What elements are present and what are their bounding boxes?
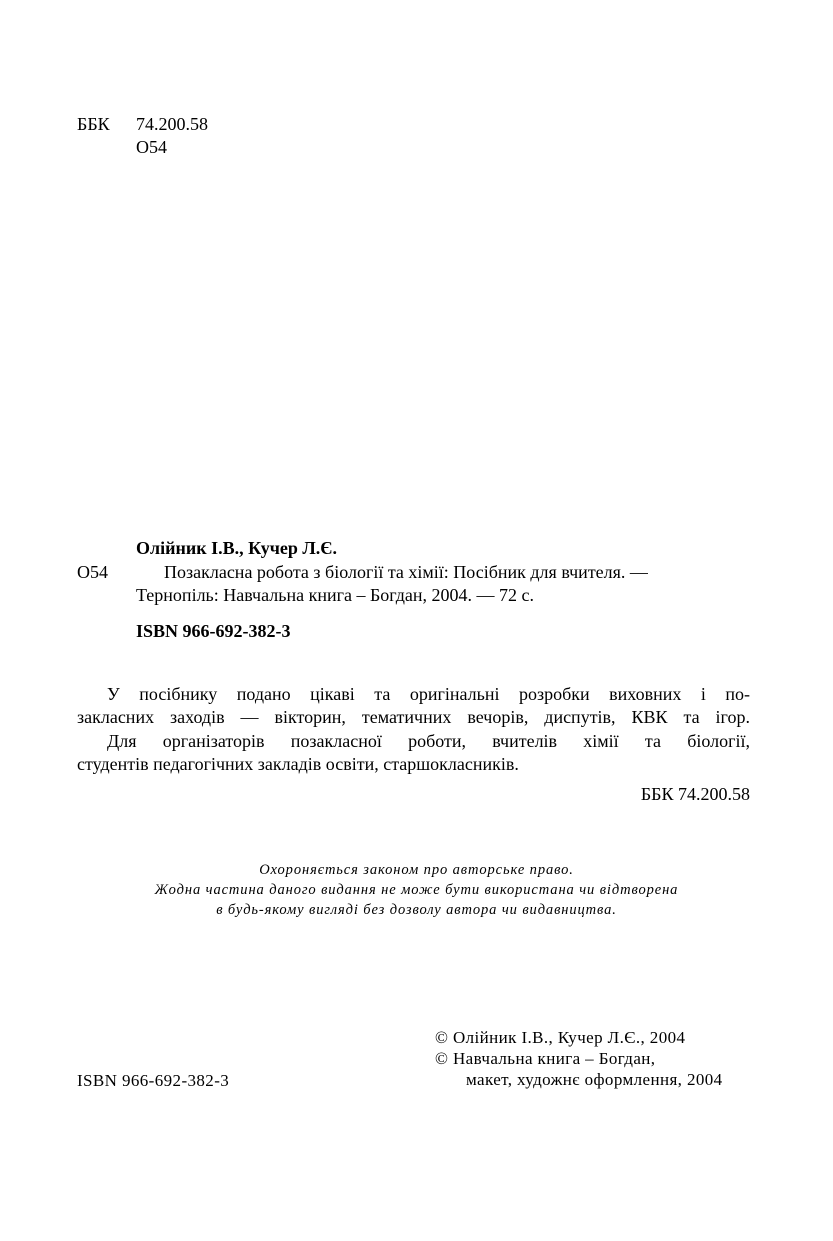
record-publication-line: Тернопіль: Навчальна книга – Богдан, 2004. — 72 с. (136, 585, 535, 605)
copyright-notice-line: Охороняється законом про авторське право. (259, 862, 574, 878)
annotation-bbk: ББК 74.200.58 (640, 784, 750, 804)
record-isbn: ISBN 966-692-382-3 (136, 621, 291, 641)
footer-isbn: ISBN 966-692-382-3 (77, 1071, 230, 1090)
copyright-authors: © Олійник І.В., Кучер Л.Є., 2004 (435, 1028, 686, 1047)
annotation-line: У посібнику подано цікаві та оригінальні розробки виховних і по- (107, 684, 750, 704)
record-cutter: О54 (77, 562, 108, 582)
copyright-publisher: © Навчальна книга – Богдан, (435, 1049, 656, 1068)
cutter-code: О54 (136, 137, 167, 157)
record-authors: Олійник І.В., Кучер Л.Є. (136, 538, 337, 558)
bbk-code: 74.200.58 (136, 114, 208, 134)
annotation-line: Для організаторів позакласної роботи, вчителів хімії та біології, (107, 731, 750, 751)
record-title-line: Позакласна робота з біології та хімії: Посібник для вчителя. — (164, 562, 648, 582)
annotation-line: студентів педагогічних закладів освіти, старшокласників. (77, 754, 519, 774)
bbk-label: ББК (77, 114, 110, 134)
copyright-design: макет, художнє оформлення, 2004 (466, 1070, 723, 1089)
copyright-notice-line: в будь-якому вигляді без дозволу автора чи видавництва. (216, 902, 617, 918)
copyright-notice-line: Жодна частина даного видання не може бути використана чи відтворена (154, 882, 679, 898)
annotation-line: закласних заходів — вікторин, тематичних вечорів, диспутів, КВК та ігор. (77, 707, 750, 727)
